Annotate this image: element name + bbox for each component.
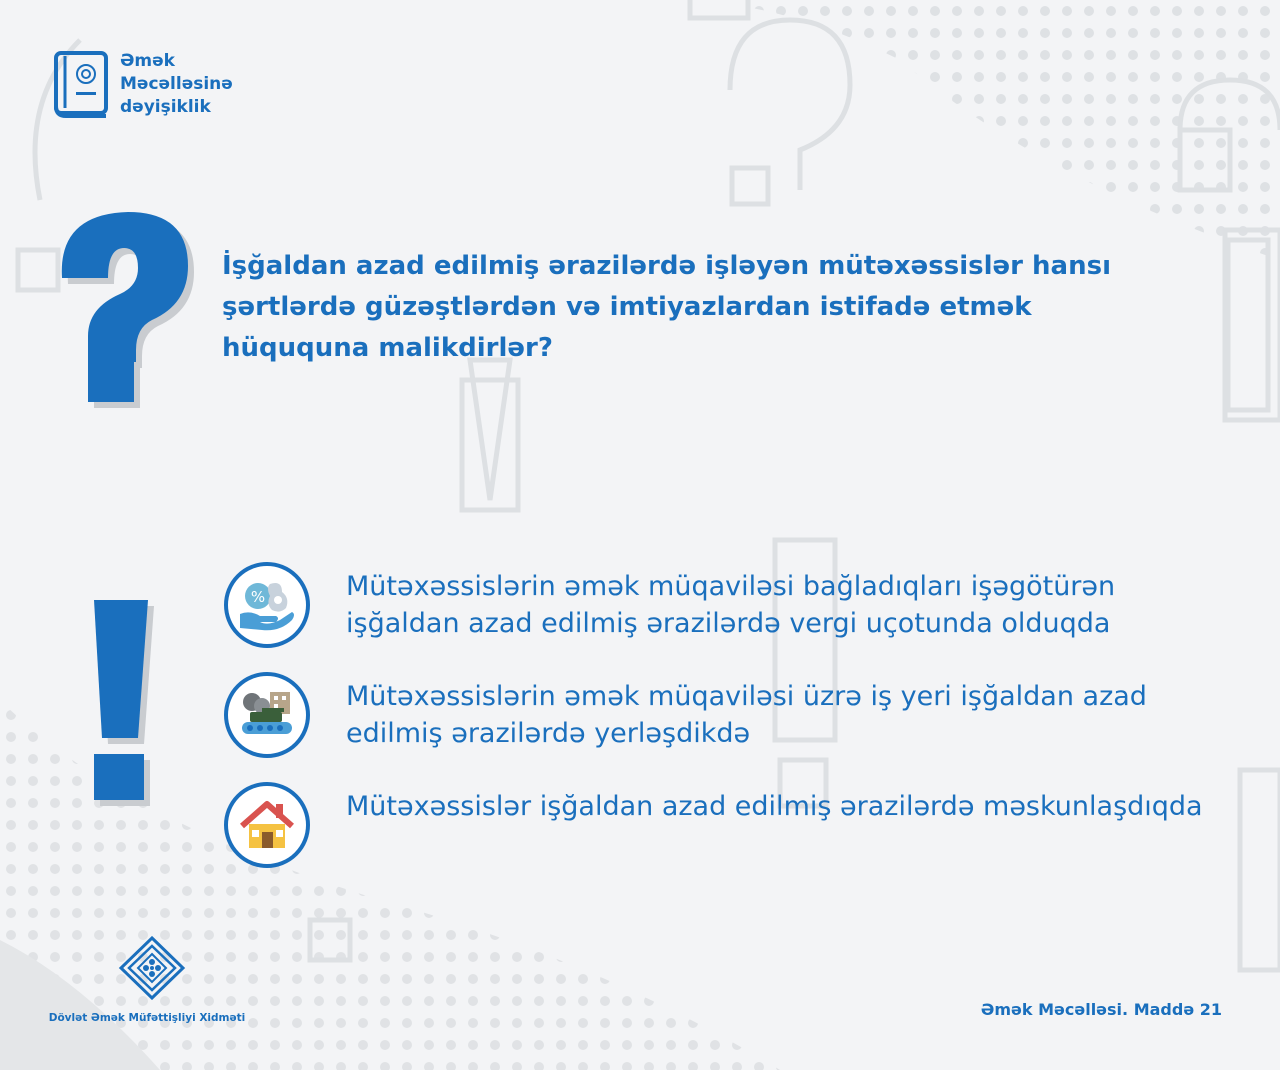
exclamation-mark-icon (78, 596, 168, 810)
organization-name: Dövlət Əmək Müfəttişliyi Xidməti (48, 1012, 246, 1024)
main-question: İşğaldan azad edilmiş ərazilərdə işləyən mütəxəssislər hansı şərtlərdə güzəştlərdən və imtiyazlardan istifadə etmək hüququna malikdirlər? (222, 251, 1111, 363)
svg-text:%: % (250, 588, 266, 606)
condition-text: Mütəxəssislərin əmək müqaviləsi üzrə iş yeri işğaldan azad edilmiş ərazilərdə yerləşdikdə (346, 681, 1147, 749)
house-icon (236, 794, 298, 856)
law-article-reference: Əmək Məcəlləsi. Maddə 21 (980, 1000, 1222, 1019)
condition-text: Mütəxəssislər işğaldan azad edilmiş ərazilərdə məskunlaşdıqda (346, 791, 1203, 822)
question-mark-icon (48, 200, 198, 420)
organization-emblem-icon (115, 936, 189, 1000)
header-logo (52, 50, 233, 120)
condition-item-tax (224, 562, 1216, 648)
logo-line-2: Məcəlləsinə (120, 74, 233, 94)
condition-icon-frame (224, 782, 310, 868)
code-book-icon (52, 50, 112, 120)
workplace-tank-icon (236, 684, 298, 746)
condition-item-workplace (224, 672, 1216, 758)
condition-icon-frame (224, 562, 310, 648)
footer-organization-logo (48, 936, 252, 1024)
logo-line-1: Əmək (120, 51, 175, 71)
logo-line-3: dəyişiklik (120, 97, 211, 117)
header-logo-text (120, 50, 233, 119)
condition-icon-frame (224, 672, 310, 758)
condition-item-settlement (224, 782, 1216, 868)
condition-text: Mütəxəssislərin əmək müqaviləsi bağladıqları işəgötürən işğaldan azad edilmiş ərazilərdə vergi uçotunda olduqda (346, 571, 1116, 639)
tax-percent-hand-icon (236, 574, 298, 636)
